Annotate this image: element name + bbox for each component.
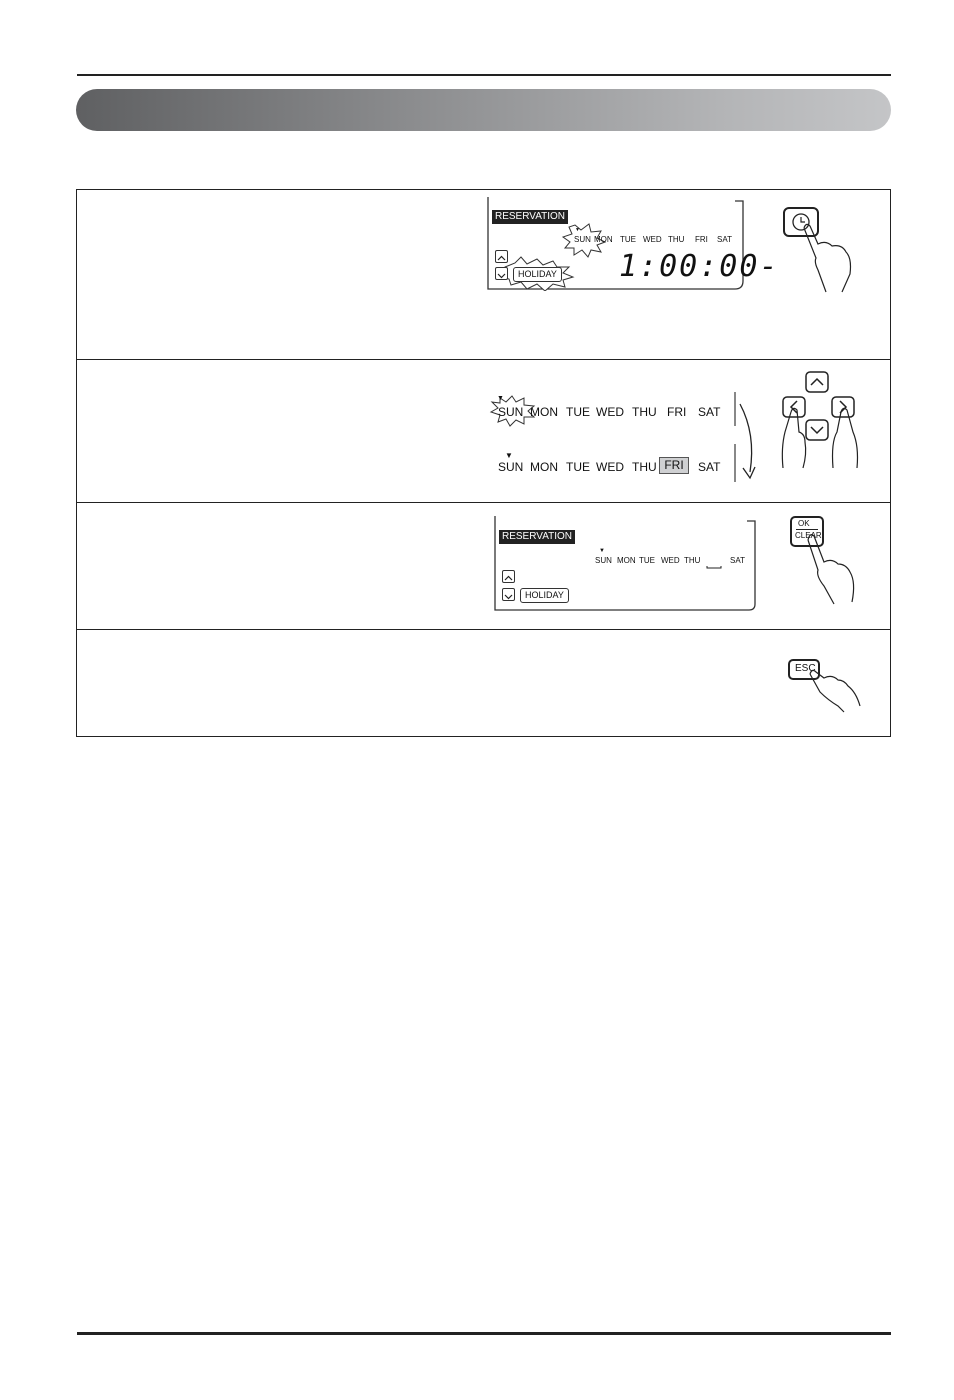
day-sat: SAT xyxy=(698,460,721,474)
day-wed: WED xyxy=(643,235,662,244)
ok-label: OK xyxy=(798,519,810,528)
day-wed: WED xyxy=(661,556,680,565)
day-fri: FRI xyxy=(695,235,708,244)
day-fri: FRI xyxy=(667,405,687,419)
holiday-label: HOLIDAY xyxy=(513,267,562,282)
down-arrow-icon xyxy=(495,267,508,280)
day-tue: TUE xyxy=(566,405,590,419)
row-divider xyxy=(77,359,890,360)
day-pointer-icon: ▼ xyxy=(505,451,513,460)
time-display: 1:00:00- xyxy=(619,249,780,284)
day-pointer-icon: ▼ xyxy=(599,548,605,554)
day-thu: THU xyxy=(684,556,701,565)
row-divider xyxy=(77,629,890,630)
press-esc-icon xyxy=(784,656,864,716)
day-tue: TUE xyxy=(639,556,655,565)
day-tue: TUE xyxy=(566,460,590,474)
day-sun: SUN xyxy=(595,556,612,565)
day-wed: WED xyxy=(596,405,624,419)
press-ok-clear-icon xyxy=(784,512,874,608)
clear-label: CLEAR xyxy=(795,531,822,540)
day-pointer-icon: ▼ xyxy=(575,227,580,233)
day-sat: SAT xyxy=(730,556,745,565)
curved-arrow-icon xyxy=(730,390,760,484)
day-fri-selected: FRI xyxy=(659,457,689,474)
down-arrow-icon xyxy=(502,588,515,601)
up-arrow-icon xyxy=(502,570,515,583)
day-sun: SUN xyxy=(498,460,524,474)
step1-lcd xyxy=(485,197,780,291)
day-sat: SAT xyxy=(717,235,732,244)
bottom-rule xyxy=(77,1332,891,1335)
step3-lcd xyxy=(493,516,757,612)
day-mon: MON xyxy=(617,556,636,565)
reservation-badge: RESERVATION xyxy=(499,530,575,544)
day-pointer-icon: ▼ xyxy=(497,395,504,402)
row-divider xyxy=(77,502,890,503)
day-sat: SAT xyxy=(698,405,721,419)
day-sun: SUN xyxy=(498,405,524,419)
day-mon: MON xyxy=(594,235,613,244)
day-thu: THU xyxy=(632,460,657,474)
press-arrow-keys-icon xyxy=(775,368,865,476)
reservation-badge: RESERVATION xyxy=(492,210,568,224)
day-thu: THU xyxy=(632,405,657,419)
day-wed: WED xyxy=(596,460,624,474)
day-mon: MON xyxy=(530,460,558,474)
day-sun: SUN xyxy=(574,235,591,244)
day-thu: THU xyxy=(668,235,685,244)
day-mon: MON xyxy=(530,405,558,419)
press-clock-button-icon xyxy=(770,200,860,300)
holiday-label: HOLIDAY xyxy=(520,588,569,603)
section-banner xyxy=(76,89,891,131)
esc-label: ESC xyxy=(795,663,816,674)
top-rule xyxy=(77,74,891,76)
up-arrow-icon xyxy=(495,250,508,263)
day-tue: TUE xyxy=(620,235,636,244)
